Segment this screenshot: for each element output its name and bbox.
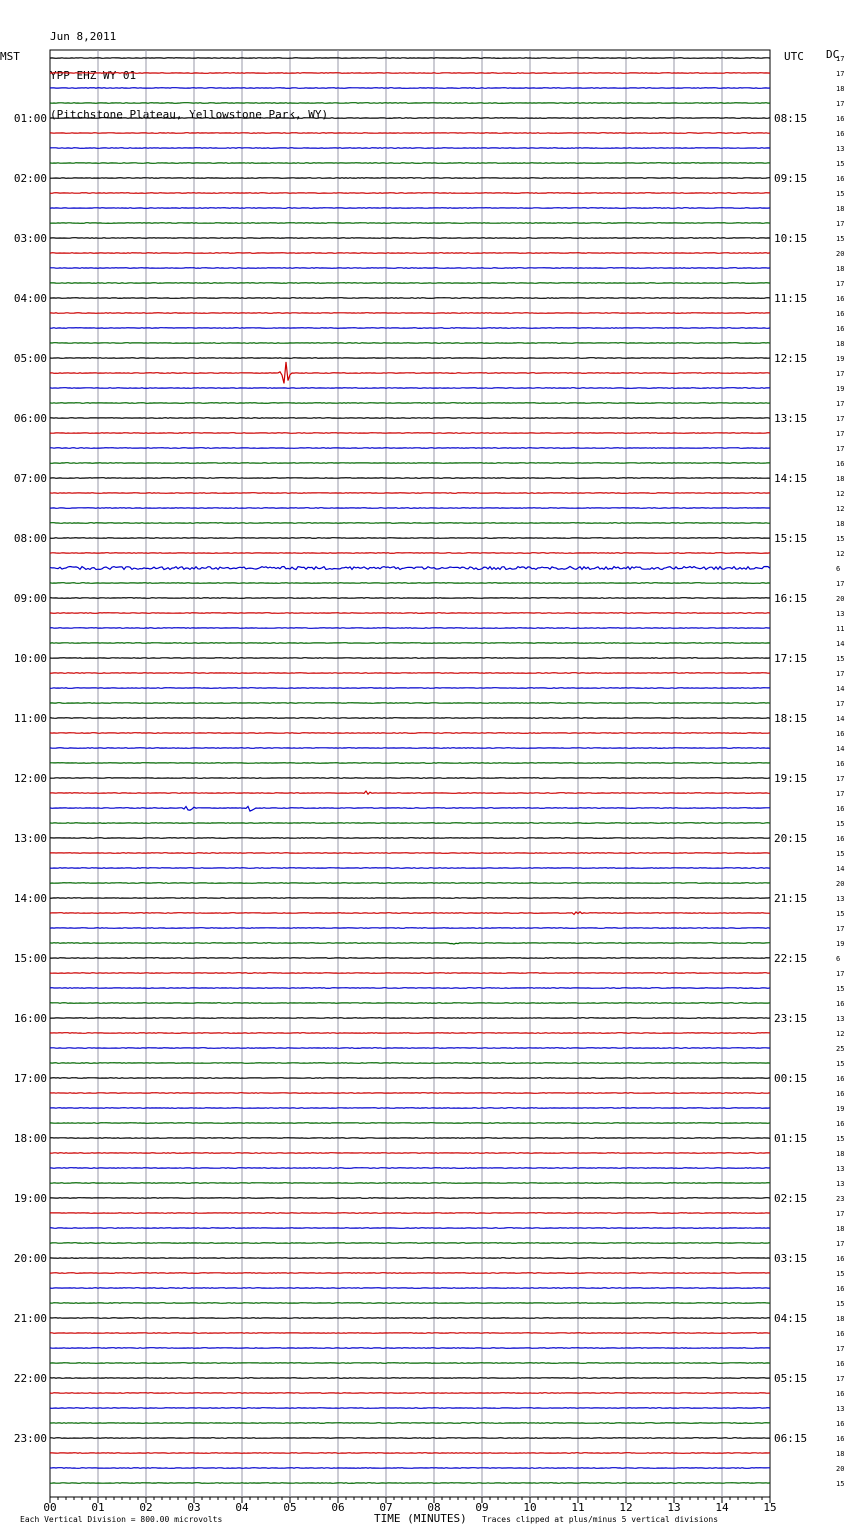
dc-offset-label: 17 bbox=[836, 970, 845, 978]
x-tick-label: 04 bbox=[235, 1501, 249, 1514]
trace-row-22 bbox=[50, 388, 770, 389]
mst-hour-label: 06:00 bbox=[13, 412, 47, 425]
mst-hour-label: 02:00 bbox=[13, 172, 47, 185]
dc-offset-label: 12 bbox=[836, 1030, 845, 1038]
dc-offset-label: 17 bbox=[836, 790, 845, 798]
trace-row-84 bbox=[50, 1318, 770, 1319]
x-tick-label: 08 bbox=[427, 1501, 441, 1514]
trace-row-45 bbox=[50, 733, 770, 734]
dc-offset-label: 17 bbox=[836, 445, 845, 453]
utc-hour-label: 09:15 bbox=[774, 172, 808, 185]
utc-hour-label: 12:15 bbox=[774, 352, 808, 365]
trace-row-80 bbox=[50, 1258, 770, 1259]
dc-offset-label: 15 bbox=[836, 1480, 845, 1488]
dc-offset-label: 19 bbox=[836, 355, 845, 363]
dc-offset-label: 16 bbox=[836, 115, 845, 123]
dc-offset-label: 16 bbox=[836, 175, 845, 183]
dc-offset-label: 20 bbox=[836, 880, 845, 888]
dc-offset-label: 16 bbox=[836, 805, 845, 813]
trace-row-7 bbox=[50, 163, 770, 164]
x-tick-label: 01 bbox=[91, 1501, 105, 1514]
mst-hour-label: 05:00 bbox=[13, 352, 47, 365]
utc-hour-label: 17:15 bbox=[774, 652, 808, 665]
mst-hour-label: 20:00 bbox=[13, 1252, 47, 1265]
trace-row-77 bbox=[50, 1213, 770, 1214]
dc-offset-label: 17 bbox=[836, 415, 845, 423]
trace-row-17 bbox=[50, 313, 770, 314]
dc-offset-label: 15 bbox=[836, 535, 845, 543]
x-tick-label: 12 bbox=[619, 1501, 633, 1514]
mst-hour-label: 18:00 bbox=[13, 1132, 47, 1145]
dc-offset-label: 19 bbox=[836, 385, 845, 393]
trace-row-83 bbox=[50, 1303, 770, 1304]
trace-row-62 bbox=[50, 988, 770, 989]
trace-row-2 bbox=[50, 88, 770, 89]
dc-offset-label: 13 bbox=[836, 895, 845, 903]
trace-row-85 bbox=[50, 1333, 770, 1334]
utc-hour-label: 20:15 bbox=[774, 832, 808, 845]
trace-row-94 bbox=[50, 1468, 770, 1469]
trace-row-34 bbox=[50, 567, 770, 570]
x-tick-label: 06 bbox=[331, 1501, 345, 1514]
dc-offset-label: 17 bbox=[836, 580, 845, 588]
trace-row-53 bbox=[50, 853, 770, 854]
dc-offset-label: 18 bbox=[836, 340, 845, 348]
dc-offset-label: 15 bbox=[836, 235, 845, 243]
scale-note: Each Vertical Division = 800.00 microvolts bbox=[20, 1515, 223, 1524]
trace-row-10 bbox=[50, 208, 770, 209]
trace-row-21 bbox=[50, 362, 770, 384]
dc-offset-label: 11 bbox=[836, 625, 845, 633]
trace-row-39 bbox=[50, 643, 770, 644]
trace-row-29 bbox=[50, 493, 770, 494]
trace-row-82 bbox=[50, 1288, 770, 1289]
dc-offset-label: 17 bbox=[836, 220, 845, 228]
utc-hour-label: 11:15 bbox=[774, 292, 808, 305]
dc-offset-label: 23 bbox=[836, 1195, 845, 1203]
mst-hour-label: 12:00 bbox=[13, 772, 47, 785]
trace-row-33 bbox=[50, 553, 770, 554]
utc-hour-label: 02:15 bbox=[774, 1192, 808, 1205]
dc-offset-label: 12 bbox=[836, 550, 845, 558]
dc-offset-label: 13 bbox=[836, 1180, 845, 1188]
trace-row-75 bbox=[50, 1183, 770, 1184]
trace-row-69 bbox=[50, 1093, 770, 1094]
dc-offset-label: 18 bbox=[836, 475, 845, 483]
dc-offset-label: 16 bbox=[836, 835, 845, 843]
dc-offset-label: 16 bbox=[836, 760, 845, 768]
dc-offset-label: 17 bbox=[836, 280, 845, 288]
dc-offset-label: 19 bbox=[836, 940, 845, 948]
dc-offset-label: 16 bbox=[836, 1075, 845, 1083]
trace-row-74 bbox=[50, 1168, 770, 1169]
dc-offset-label: 16 bbox=[836, 310, 845, 318]
dc-offset-label: 20 bbox=[836, 595, 845, 603]
dc-offset-label: 13 bbox=[836, 1015, 845, 1023]
trace-row-5 bbox=[50, 133, 770, 134]
utc-hour-label: 06:15 bbox=[774, 1432, 808, 1445]
trace-row-71 bbox=[50, 1123, 770, 1124]
plot-frame bbox=[50, 50, 770, 1497]
mst-hour-label: 09:00 bbox=[13, 592, 47, 605]
mst-hour-label: 08:00 bbox=[13, 532, 47, 545]
mst-axis-title: MST bbox=[0, 50, 20, 63]
clip-note: Traces clipped at plus/minus 5 vertical divisions bbox=[482, 1515, 719, 1524]
utc-hour-label: 03:15 bbox=[774, 1252, 808, 1265]
trace-row-78 bbox=[50, 1228, 770, 1229]
trace-row-19 bbox=[50, 343, 770, 344]
dc-offset-label: 17 bbox=[836, 700, 845, 708]
dc-offset-label: 16 bbox=[836, 1390, 845, 1398]
mst-hour-label: 01:00 bbox=[13, 112, 47, 125]
trace-row-44 bbox=[50, 718, 770, 719]
utc-hour-label: 16:15 bbox=[774, 592, 808, 605]
dc-offset-label: 16 bbox=[836, 1255, 845, 1263]
dc-offset-label: 17 bbox=[836, 670, 845, 678]
trace-row-91 bbox=[50, 1423, 770, 1424]
dc-offset-label: 14 bbox=[836, 685, 845, 693]
dc-offset-label: 16 bbox=[836, 1420, 845, 1428]
trace-row-11 bbox=[50, 223, 770, 224]
trace-row-9 bbox=[50, 193, 770, 194]
trace-row-67 bbox=[50, 1063, 770, 1064]
x-tick-label: 05 bbox=[283, 1501, 297, 1514]
trace-row-46 bbox=[50, 748, 770, 749]
mst-hour-label: 21:00 bbox=[13, 1312, 47, 1325]
trace-row-15 bbox=[50, 283, 770, 284]
mst-hour-label: 10:00 bbox=[13, 652, 47, 665]
trace-row-90 bbox=[50, 1408, 770, 1409]
trace-row-1 bbox=[50, 73, 770, 74]
mst-hour-label: 07:00 bbox=[13, 472, 47, 485]
mst-hour-label: 13:00 bbox=[13, 832, 47, 845]
dc-offset-label: 16 bbox=[836, 1090, 845, 1098]
mst-hour-label: 17:00 bbox=[13, 1072, 47, 1085]
dc-offset-label: 16 bbox=[836, 460, 845, 468]
trace-row-60 bbox=[50, 958, 770, 959]
trace-row-73 bbox=[50, 1153, 770, 1154]
dc-offset-label: 18 bbox=[836, 1315, 845, 1323]
x-tick-label: 09 bbox=[475, 1501, 489, 1514]
utc-hour-label: 15:15 bbox=[774, 532, 808, 545]
utc-hour-label: 05:15 bbox=[774, 1372, 808, 1385]
dc-offset-label: 15 bbox=[836, 1300, 845, 1308]
trace-row-40 bbox=[50, 658, 770, 659]
dc-offset-label: 16 bbox=[836, 1000, 845, 1008]
trace-row-54 bbox=[50, 868, 770, 869]
trace-row-35 bbox=[50, 583, 770, 584]
dc-offset-label: 20 bbox=[836, 1465, 845, 1473]
mst-hour-label: 22:00 bbox=[13, 1372, 47, 1385]
trace-row-18 bbox=[50, 328, 770, 329]
x-tick-label: 15 bbox=[763, 1501, 777, 1514]
trace-row-6 bbox=[50, 148, 770, 149]
utc-hour-label: 23:15 bbox=[774, 1012, 808, 1025]
x-tick-label: 14 bbox=[715, 1501, 729, 1514]
trace-row-56 bbox=[50, 898, 770, 899]
trace-row-89 bbox=[50, 1393, 770, 1394]
mst-hour-label: 23:00 bbox=[13, 1432, 47, 1445]
dc-offset-label: 15 bbox=[836, 910, 845, 918]
trace-row-41 bbox=[50, 673, 770, 674]
trace-row-52 bbox=[50, 838, 770, 839]
dc-offset-label: 16 bbox=[836, 1330, 845, 1338]
trace-row-48 bbox=[50, 778, 770, 779]
trace-row-76 bbox=[50, 1198, 770, 1199]
dc-offset-label: 17 bbox=[836, 70, 845, 78]
utc-hour-label: 21:15 bbox=[774, 892, 808, 905]
trace-row-57 bbox=[50, 912, 770, 915]
trace-row-68 bbox=[50, 1078, 770, 1079]
dc-offset-label: 16 bbox=[836, 1435, 845, 1443]
trace-row-28 bbox=[50, 478, 770, 479]
dc-offset-label: 17 bbox=[836, 370, 845, 378]
dc-offset-label: 16 bbox=[836, 1120, 845, 1128]
dc-offset-label: 18 bbox=[836, 1150, 845, 1158]
trace-row-0 bbox=[50, 58, 770, 59]
x-tick-label: 10 bbox=[523, 1501, 537, 1514]
x-tick-label: 00 bbox=[43, 1501, 57, 1514]
dc-offset-label: 16 bbox=[836, 295, 845, 303]
dc-axis-title: DC bbox=[826, 48, 840, 61]
trace-row-59 bbox=[50, 943, 770, 944]
trace-row-30 bbox=[50, 508, 770, 509]
dc-offset-label: 16 bbox=[836, 1360, 845, 1368]
dc-offset-label: 15 bbox=[836, 820, 845, 828]
dc-offset-label: 13 bbox=[836, 1405, 845, 1413]
trace-row-32 bbox=[50, 538, 770, 539]
mst-hour-label: 03:00 bbox=[13, 232, 47, 245]
dc-offset-label: 18 bbox=[836, 1225, 845, 1233]
utc-hour-label: 00:15 bbox=[774, 1072, 808, 1085]
dc-offset-label: 15 bbox=[836, 1135, 845, 1143]
trace-row-63 bbox=[50, 1003, 770, 1004]
trace-row-66 bbox=[50, 1048, 770, 1049]
trace-row-36 bbox=[50, 598, 770, 599]
trace-row-72 bbox=[50, 1138, 770, 1139]
dc-offset-label: 16 bbox=[836, 1285, 845, 1293]
mst-hour-label: 14:00 bbox=[13, 892, 47, 905]
trace-row-87 bbox=[50, 1363, 770, 1364]
dc-offset-label: 15 bbox=[836, 985, 845, 993]
x-axis-title: TIME (MINUTES) bbox=[374, 1512, 467, 1525]
mst-hour-label: 11:00 bbox=[13, 712, 47, 725]
dc-offset-label: 13 bbox=[836, 145, 845, 153]
utc-hour-label: 08:15 bbox=[774, 112, 808, 125]
dc-offset-label: 18 bbox=[836, 520, 845, 528]
station-label: YPP EHZ WY 01 bbox=[50, 69, 137, 82]
dc-offset-label: 13 bbox=[836, 1165, 845, 1173]
trace-row-38 bbox=[50, 628, 770, 629]
dc-offset-label: 17 bbox=[836, 400, 845, 408]
dc-offset-label: 17 bbox=[836, 1210, 845, 1218]
trace-row-70 bbox=[50, 1108, 770, 1109]
trace-row-93 bbox=[50, 1453, 770, 1454]
utc-hour-label: 04:15 bbox=[774, 1312, 808, 1325]
dc-offset-label: 12 bbox=[836, 505, 845, 513]
trace-row-26 bbox=[50, 448, 770, 449]
trace-row-14 bbox=[50, 268, 770, 269]
dc-offset-label: 15 bbox=[836, 655, 845, 663]
x-tick-label: 13 bbox=[667, 1501, 681, 1514]
trace-row-51 bbox=[50, 823, 770, 824]
trace-row-95 bbox=[50, 1483, 770, 1484]
utc-hour-label: 18:15 bbox=[774, 712, 808, 725]
dc-offset-label: 17 bbox=[836, 55, 845, 63]
dc-offset-label: 15 bbox=[836, 190, 845, 198]
dc-offset-label: 17 bbox=[836, 100, 845, 108]
x-tick-label: 02 bbox=[139, 1501, 153, 1514]
trace-row-16 bbox=[50, 298, 770, 299]
dc-offset-label: 16 bbox=[836, 325, 845, 333]
utc-hour-label: 19:15 bbox=[774, 772, 808, 785]
trace-row-42 bbox=[50, 688, 770, 689]
dc-offset-label: 17 bbox=[836, 1375, 845, 1383]
trace-row-12 bbox=[50, 238, 770, 239]
trace-row-25 bbox=[50, 433, 770, 434]
mst-hour-label: 19:00 bbox=[13, 1192, 47, 1205]
dc-offset-label: 18 bbox=[836, 265, 845, 273]
dc-offset-label: 14 bbox=[836, 640, 845, 648]
mst-hour-label: 15:00 bbox=[13, 952, 47, 965]
dc-offset-label: 14 bbox=[836, 715, 845, 723]
trace-row-47 bbox=[50, 763, 770, 764]
trace-row-4 bbox=[50, 118, 770, 119]
trace-row-37 bbox=[50, 613, 770, 614]
dc-offset-label: 16 bbox=[836, 130, 845, 138]
location-label: (Pitchstone Plateau, Yellowstone Park, WY) bbox=[50, 108, 329, 121]
dc-offset-label: 15 bbox=[836, 850, 845, 858]
dc-offset-label: 6 bbox=[836, 565, 841, 573]
dc-offset-label: 20 bbox=[836, 250, 845, 258]
trace-row-55 bbox=[50, 883, 770, 884]
dc-offset-label: 17 bbox=[836, 925, 845, 933]
dc-offset-label: 16 bbox=[836, 730, 845, 738]
utc-hour-label: 01:15 bbox=[774, 1132, 808, 1145]
dc-offset-label: 25 bbox=[836, 1045, 845, 1053]
dc-offset-label: 17 bbox=[836, 1240, 845, 1248]
mst-hour-label: 16:00 bbox=[13, 1012, 47, 1025]
dc-offset-label: 17 bbox=[836, 430, 845, 438]
trace-row-3 bbox=[50, 103, 770, 104]
dc-offset-label: 14 bbox=[836, 865, 845, 873]
dc-offset-label: 19 bbox=[836, 1105, 845, 1113]
trace-row-61 bbox=[50, 973, 770, 974]
dc-offset-label: 18 bbox=[836, 1450, 845, 1458]
utc-hour-label: 13:15 bbox=[774, 412, 808, 425]
trace-row-58 bbox=[50, 928, 770, 929]
trace-row-50 bbox=[50, 806, 770, 811]
trace-row-92 bbox=[50, 1438, 770, 1439]
trace-row-20 bbox=[50, 358, 770, 359]
utc-hour-label: 14:15 bbox=[774, 472, 808, 485]
dc-offset-label: 15 bbox=[836, 160, 845, 168]
trace-row-43 bbox=[50, 703, 770, 704]
dc-offset-label: 18 bbox=[836, 205, 845, 213]
trace-row-24 bbox=[50, 418, 770, 419]
trace-row-8 bbox=[50, 178, 770, 179]
dc-offset-label: 6 bbox=[836, 955, 841, 963]
trace-row-88 bbox=[50, 1378, 770, 1379]
dc-offset-label: 17 bbox=[836, 775, 845, 783]
trace-row-79 bbox=[50, 1243, 770, 1244]
trace-row-31 bbox=[50, 523, 770, 524]
dc-offset-label: 18 bbox=[836, 85, 845, 93]
date-label: Jun 8,2011 bbox=[50, 30, 117, 43]
dc-offset-label: 15 bbox=[836, 1270, 845, 1278]
trace-row-86 bbox=[50, 1348, 770, 1349]
trace-row-65 bbox=[50, 1033, 770, 1034]
trace-row-27 bbox=[50, 463, 770, 464]
x-tick-label: 03 bbox=[187, 1501, 201, 1514]
utc-hour-label: 22:15 bbox=[774, 952, 808, 965]
trace-row-23 bbox=[50, 403, 770, 404]
trace-row-49 bbox=[50, 791, 770, 794]
trace-row-64 bbox=[50, 1018, 770, 1019]
dc-offset-label: 14 bbox=[836, 745, 845, 753]
dc-offset-label: 17 bbox=[836, 1345, 845, 1353]
mst-hour-label: 04:00 bbox=[13, 292, 47, 305]
dc-offset-label: 12 bbox=[836, 490, 845, 498]
x-tick-label: 11 bbox=[571, 1501, 585, 1514]
dc-offset-label: 15 bbox=[836, 1060, 845, 1068]
trace-row-13 bbox=[50, 253, 770, 254]
utc-axis-title: UTC bbox=[784, 50, 804, 63]
dc-offset-label: 13 bbox=[836, 610, 845, 618]
utc-hour-label: 10:15 bbox=[774, 232, 808, 245]
x-tick-label: 07 bbox=[379, 1501, 393, 1514]
trace-row-81 bbox=[50, 1273, 770, 1274]
